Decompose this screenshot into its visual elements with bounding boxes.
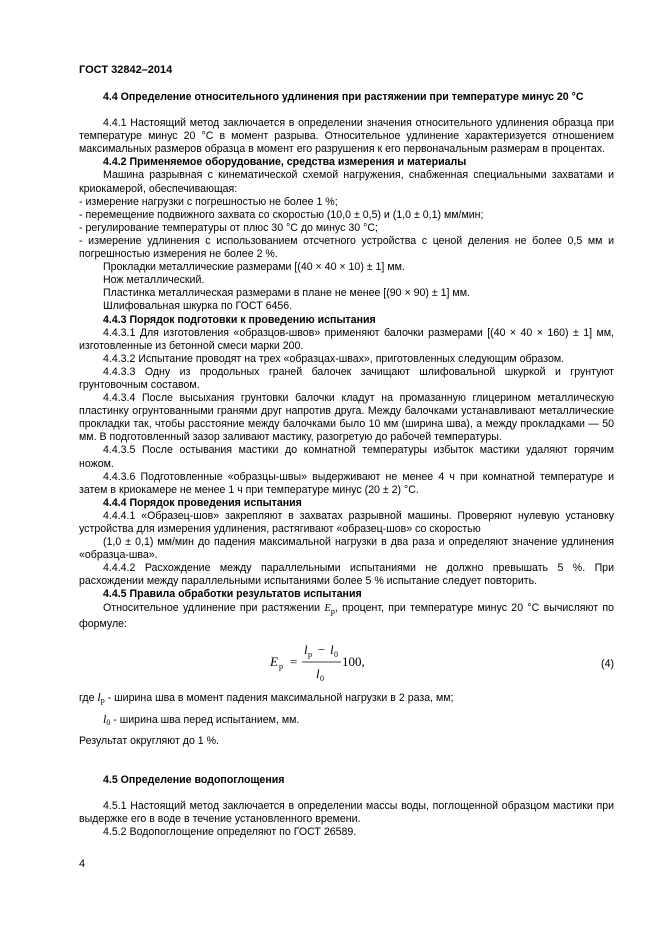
paragraph-4-4-3-5: 4.4.3.5 После остывания мастики до комнатной температуры избыток мастики удаляют горячим ножом. xyxy=(79,444,614,470)
paragraph-4-4-4-1b: (1,0 ± 0,1) мм/мин до падения максимальной нагрузки в два раза и определяют значение удлинения «образца-шва». xyxy=(79,536,614,562)
formula-num-l: l xyxy=(304,641,308,657)
knife-line: Нож металлический. xyxy=(103,274,205,287)
section-4-4-5-title: 4.4.5 Правила обработки результатов испытания xyxy=(103,588,362,601)
list-item-elongation: - измерение удлинения с использованием отсчетного устройства с ценой деления не более 0,5 мм и погрешностью измерения не более 2 %. xyxy=(79,234,614,261)
formula-num-l0: l xyxy=(330,641,334,657)
paragraph-4-4-3-6: 4.4.3.6 Подготовленные «образцы-швы» выдерживают не менее 4 ч при комнатной температуре и затем в криокамере не менее 1 ч при температуре минус (20 ± 2) °С. xyxy=(79,470,614,496)
formula-graphic xyxy=(79,637,614,687)
section-4-5-title: 4.5 Определение водопоглощения xyxy=(103,774,285,787)
formula-lhs: E xyxy=(270,653,278,669)
document-body xyxy=(79,91,614,840)
formula-num-l-sub: p xyxy=(308,649,312,659)
plate-line: Пластинка металлическая размерами в плане не менее [(90 × 90) ± 1] мм. xyxy=(103,287,470,300)
paragraph-4-4-3-2: 4.4.3.2 Испытание проводят на трех «образцах-швах», приготовленных следующим образом. xyxy=(103,352,565,365)
standard-header: ГОСТ 32842–2014 xyxy=(79,64,173,76)
machine-description: Машина разрывная с кинематической схемой нагружения, снабженная специальными захватами и криокамерой, обеспечивающая: xyxy=(79,169,614,195)
where-line-1: где $l_p$ - ширина шва в момент падения максимальной нагрузки в 2 раза, мм; xyxy=(79,689,454,705)
section-4-4-title: 4.4 Определение относительного удлинения при растяжении при температуре минус 20 °С xyxy=(103,91,584,103)
formula-number: (4) xyxy=(601,657,614,670)
list-item-grip-speed: - перемещение подвижного захвата со скоростью (10,0 ± 0,5) и (1,0 ± 0,1) мм/мин; xyxy=(79,208,484,221)
paragraph-4-4-5: Относительное удлинение при растяжении $E_p$, процент, при температуре минус 20 °С вычисляют по формуле: xyxy=(79,601,614,630)
paragraph-4-4-4-1a: 4.4.4.1 «Образец-шов» закрепляют в захватах разрывной машины. Проверяют нулевую установку устройства для измерения удлинения, растягивают «образец-шов» со скоростью xyxy=(79,509,614,535)
paragraph-4-4-4-2: 4.4.4.2 Расхождение между параллельными испытаниями не должно превышать 5 %. При расхождении между параллельными испытаниями более 5 % испытание следует повторить. xyxy=(79,562,614,588)
list-item-temperature: - регулирование температуры от плюс 30 °С до минус 30 °С; xyxy=(79,221,378,234)
formula-lhs-sub: p xyxy=(279,661,283,671)
page-number: 4 xyxy=(79,858,86,870)
list-item-load: - измерение нагрузки с погрешностью не более 1 %; xyxy=(79,195,338,208)
paragraph-4-4-3-4: 4.4.3.4 После высыхания грунтовки балочки кладут на промазанную глицерином металлическую пластинку огрунтованными гранями друг напротив друга. Между балочками устанавливают металлические прокладки так, чтобы расстояние между балочками было 10 мм (ширина шва), а между прокладками — 50 мм. В подготовленный зазор заливают мастику, разогретую до рабочей температуры. xyxy=(79,392,614,444)
pads-line: Прокладки металлические размерами [(40 × 40 × 10) ± 1] мм. xyxy=(103,261,405,274)
rounding-line: Результат округляют до 1 %. xyxy=(79,735,219,748)
formula-den-l: l xyxy=(316,665,320,681)
paragraph-4-4-3-1: 4.4.3.1 Для изготовления «образцов-швов» применяют балочки размерами [(40 × 40 × 160) ± 1] мм, изготовленные из бетонной смеси марки 200. xyxy=(79,326,614,352)
formula-minus: − xyxy=(318,641,326,657)
section-4-4-3-title: 4.4.3 Порядок подготовки к проведению испытания xyxy=(103,313,376,326)
section-4-4-4-title: 4.4.4 Порядок проведения испытания xyxy=(103,496,302,509)
formula-factor: 100, xyxy=(342,653,365,669)
paragraph-4-5-1: 4.5.1 Настоящий метод заключается в определении массы воды, поглощенной образцом мастики при выдержке его в воде в течение установленного времени. xyxy=(79,800,614,826)
paragraph-4-5-2: 4.5.2 Водопоглощение определяют по ГОСТ 26589. xyxy=(103,826,357,839)
paragraph-4-4-1: 4.4.1 Настоящий метод заключается в определении значения относительного удлинения образца при температуре минус 20 °С в момент разрыва. Относительное удлинение характеризуется отношением максимальных размеров образца в момент его разрушения к его первоначальным размерам в процентах. xyxy=(79,117,614,156)
formula-den-sub: 0 xyxy=(320,673,324,683)
sandpaper-line: Шлифовальная шкурка по ГОСТ 6456. xyxy=(103,300,293,313)
formula-num-l0-sub: 0 xyxy=(334,649,338,659)
formula-equals: = xyxy=(290,653,298,669)
where-line-2: $l_0$ - ширина шва перед испытанием, мм. xyxy=(103,711,300,727)
section-4-4-2-title: 4.4.2 Применяемое оборудование, средства измерения и материалы xyxy=(103,156,467,169)
formula-4 xyxy=(79,637,614,687)
paragraph-4-4-3-3: 4.4.3.3 Одну из продольных граней балочек зачищают шлифовальной шкуркой и грунтуют грунтовочным составом. xyxy=(79,365,614,391)
